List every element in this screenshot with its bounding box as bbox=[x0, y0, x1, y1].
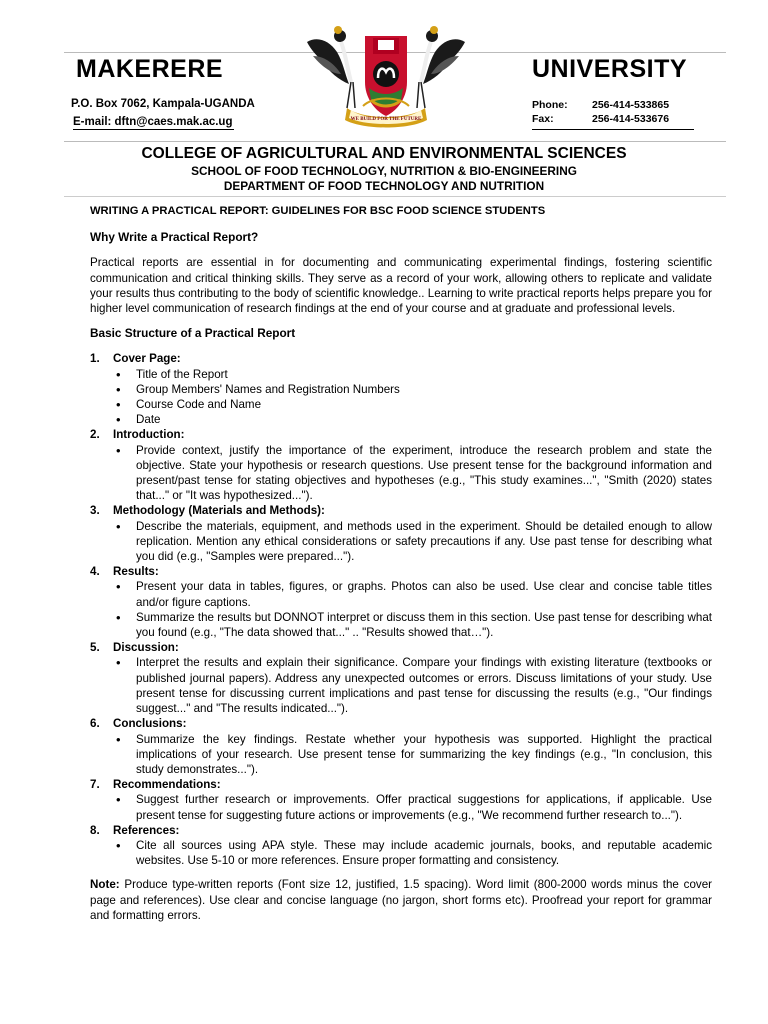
contact-block bbox=[532, 98, 694, 130]
university-crest-icon bbox=[303, 22, 469, 134]
note-label: Note: bbox=[90, 878, 120, 892]
bullet-list bbox=[113, 655, 712, 716]
header-divider bbox=[64, 196, 726, 197]
section-number: 1. bbox=[90, 352, 100, 366]
bullet-list bbox=[113, 367, 712, 428]
bullet-item: • Suggest further research or improvements. Offer practical suggestions for applications, if applicable. Use present tense for suggesting future actions or improvements (e.g., "We recommend further research to..."). bbox=[113, 792, 712, 822]
section-number: 3. bbox=[90, 504, 100, 518]
document-title: WRITING A PRACTICAL REPORT: GUIDELINES FOR BSC FOOD SCIENCE STUDENTS bbox=[90, 205, 546, 217]
bullet-list bbox=[113, 732, 712, 778]
structure-heading: Basic Structure of a Practical Report bbox=[90, 326, 296, 341]
section-title: Conclusions: bbox=[113, 717, 187, 731]
section-title: References: bbox=[113, 823, 180, 837]
bullet-item: • Interpret the results and explain their significance. Compare your findings with existing literature (textbooks or published journal papers). Address any unexpected outcomes or errors. Discuss limitations of your study. Use present tense for discussing current implications and past tense for discussing the results (e.g., "Our findings suggest..." and "The results indicated..."). bbox=[113, 655, 712, 716]
section-item bbox=[90, 351, 712, 427]
section-item bbox=[90, 640, 712, 716]
bullet-item: • Date bbox=[113, 412, 712, 427]
section-number: 2. bbox=[90, 428, 100, 442]
bullet-item: • Cite all sources using APA style. These may include academic journals, books, and reputable academic websites. Use 5-10 or more references. Ensure proper formatting and consistency. bbox=[113, 838, 712, 868]
phone-value: 256-414-533865 bbox=[592, 99, 670, 111]
bullet-item: • Present your data in tables, figures, or graphs. Photos can also be used. Use clear and concise table titles and/or figure captions. bbox=[113, 579, 712, 609]
section-title: Discussion: bbox=[113, 641, 179, 655]
note-paragraph bbox=[90, 877, 712, 923]
bullet-item: • Summarize the results but DONNOT interpret or discuss them in this section. Use past tense for describing what you found (e.g., "The data showed that..." .. "Results showed that…"). bbox=[113, 610, 712, 640]
bullet-list bbox=[113, 519, 712, 565]
section-item bbox=[90, 777, 712, 823]
bullet-item: • Group Members' Names and Registration Numbers bbox=[113, 382, 712, 397]
section-number: 7. bbox=[90, 778, 100, 792]
right-crane-icon bbox=[417, 26, 465, 108]
left-crane-icon bbox=[307, 26, 355, 108]
bullet-item: • Course Code and Name bbox=[113, 397, 712, 412]
email-address: E-mail: dftn@caes.mak.ac.ug bbox=[73, 116, 233, 128]
bullet-item: • Describe the materials, equipment, and methods used in the experiment. Should be detailed enough to allow replication. Mention any ethical considerations or safety precautions if any. Use past tense for describing what you did (e.g., "Samples were prepared..."). bbox=[113, 519, 712, 565]
crest-motto: WE BUILD FOR THE FUTURE bbox=[350, 117, 422, 122]
contact-underline bbox=[532, 128, 694, 130]
section-title: Results: bbox=[113, 565, 159, 579]
section-title: Introduction: bbox=[113, 428, 185, 442]
postal-address: P.O. Box 7062, Kampala-UGANDA bbox=[71, 98, 255, 110]
bullet-item: • Title of the Report bbox=[113, 367, 712, 382]
section-number: 8. bbox=[90, 823, 100, 837]
section-list bbox=[90, 351, 712, 868]
note-text: Produce type-written reports (Font size 12, justified, 1.5 spacing). Word limit (800-2000 words minus the cover page and references). Use clear and concise language (no jargon, short forms etc). Proofread your report for grammar and formatting errors. bbox=[90, 878, 712, 922]
section-item bbox=[90, 427, 712, 503]
college-name: COLLEGE OF AGRICULTURAL AND ENVIRONMENTAL SCIENCES bbox=[141, 145, 627, 162]
section-item bbox=[90, 503, 712, 564]
why-paragraph: Practical reports are essential in for documenting and communicating experimental findings, fostering scientific communication and critical thinking skills. They serve as a record of your work, allowing others to replicate and validate your results thus contributing to the body of scientific knowledge.. Learning to write practical reports helps prepare you for higher level communication of research findings at the end of your course and at graduate and professional levels. bbox=[90, 256, 712, 316]
bullet-item: • Provide context, justify the importance of the experiment, introduce the research problem and state the objective. State your hypothesis or research questions. Use present tense for the background information and present/past tense for stating objectives and hypotheses (e.g., "This study examines...", "Smith (2020) states that..." or "It was hypothesized..."). bbox=[113, 443, 712, 504]
section-number: 4. bbox=[90, 565, 100, 579]
university-name-right: UNIVERSITY bbox=[532, 55, 688, 83]
section-item bbox=[90, 564, 712, 640]
section-item bbox=[90, 716, 712, 777]
department-name: DEPARTMENT OF FOOD TECHNOLOGY AND NUTRITION bbox=[223, 179, 545, 193]
bullet-item: • Summarize the key findings. Restate whether your hypothesis was supported. Highlight the practical implications of your research. Use present tense for summarizing the key findings (e.g., "In conclusion, this study demonstrates..."). bbox=[113, 732, 712, 778]
fax-label: Fax: bbox=[532, 113, 554, 125]
fax-value: 256-414-533676 bbox=[592, 113, 670, 125]
bullet-list bbox=[113, 579, 712, 640]
section-item bbox=[90, 823, 712, 869]
section-title: Recommendations: bbox=[113, 778, 221, 792]
why-heading: Why Write a Practical Report? bbox=[90, 230, 259, 245]
phone-label: Phone: bbox=[532, 99, 568, 111]
section-title: Cover Page: bbox=[113, 352, 181, 366]
section-number: 5. bbox=[90, 641, 100, 655]
section-number: 6. bbox=[90, 717, 100, 731]
bullet-list bbox=[113, 443, 712, 504]
bullet-list bbox=[113, 838, 712, 868]
section-title: Methodology (Materials and Methods): bbox=[113, 504, 325, 518]
bullet-list bbox=[113, 792, 712, 822]
university-name-left: MAKERERE bbox=[76, 55, 224, 83]
document-body bbox=[90, 204, 712, 923]
school-name: SCHOOL OF FOOD TECHNOLOGY, NUTRITION & BIO-ENGINEERING bbox=[191, 164, 577, 178]
